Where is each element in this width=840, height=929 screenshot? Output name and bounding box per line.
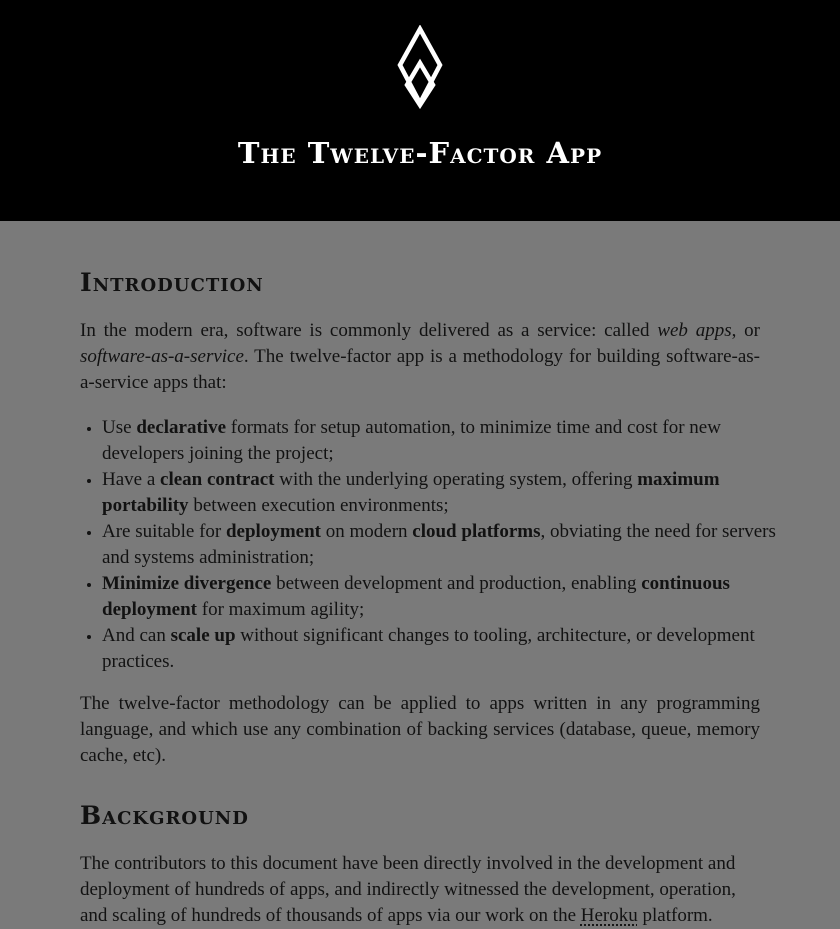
- background-heading: Background: [80, 801, 249, 830]
- site-header: [0, 0, 840, 221]
- twelve-factor-diamond-icon[interactable]: [396, 25, 444, 111]
- introduction-heading: Introduction: [80, 268, 264, 297]
- list-item: • Are suitable for deployment on modern cloud platforms, obviating the need for servers and systems administration;: [102, 519, 782, 571]
- list-item: • Have a clean contract with the underlying operating system, offering maximum portability between execution environments;: [102, 467, 782, 519]
- background-paragraph: The contributors to this document have been directly involved in the development and deployment of hundreds of apps, and indirectly witnessed the development, operation, and scaling of hundreds of thousands of apps via our work on the Heroku platform.: [80, 853, 736, 926]
- list-item: • Minimize divergence between development and production, enabling continuous deployment for maximum agility;: [102, 571, 782, 623]
- heroku-link[interactable]: Heroku: [580, 905, 638, 926]
- site-title[interactable]: The Twelve-Factor App: [237, 136, 603, 170]
- factor-goals-list: [80, 415, 782, 675]
- intro-paragraph: In the modern era, software is commonly delivered as a service: called web apps, or software-as-a-service. The twelve-factor app is a methodology for building software-as-a-service apps that:: [80, 320, 760, 393]
- list-item: • And can scale up without significant changes to tooling, architecture, or development practices.: [102, 623, 782, 675]
- methodology-paragraph: The twelve-factor methodology can be applied to apps written in any programming language, and which use any combination of backing services (database, queue, memory cache, etc).: [80, 693, 760, 766]
- list-item: • Use declarative formats for setup automation, to minimize time and cost for new developers joining the project;: [102, 415, 782, 467]
